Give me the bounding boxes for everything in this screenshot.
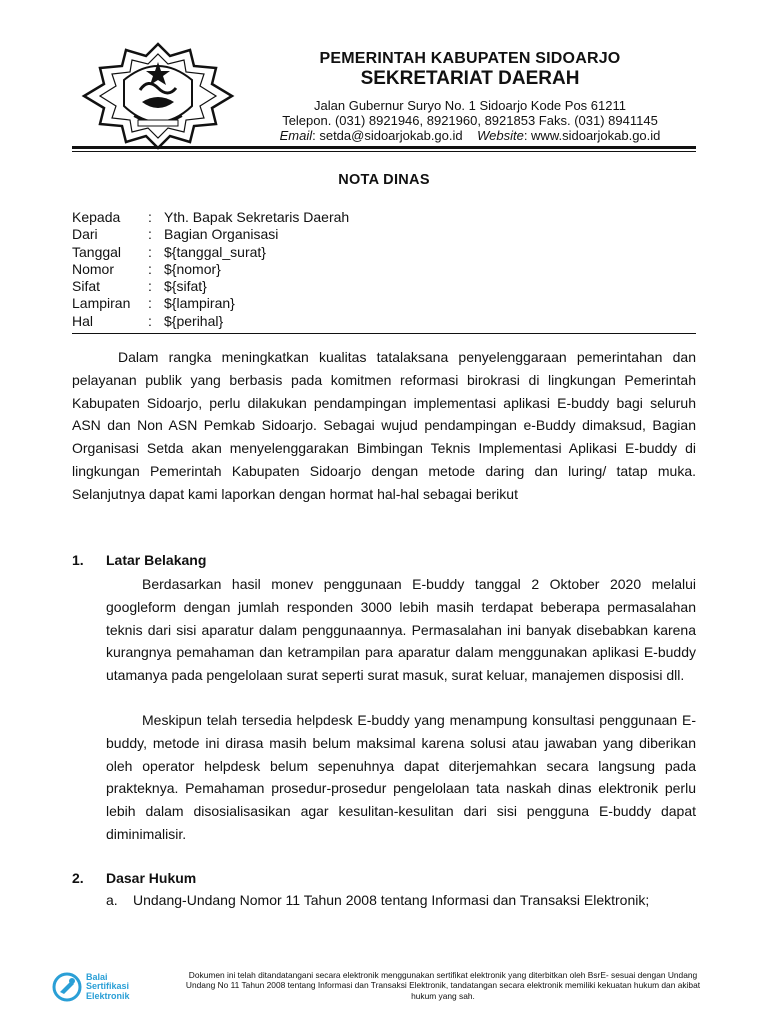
e-signature-note: Dokumen ini telah ditandatangani secara elektronik menggunakan sertifikat elektronik yang diterbitkan oleh BsrE- sesuai dengan Undang Undang No 11 Tahun 2008 tentang Informasi dan Transaksi Elektronik, tandatangan secara elektronik memiliki kekuatan hukum dan akibat hukum yang sah. (185, 970, 701, 1001)
letterhead-address: Jalan Gubernur Suryo No. 1 Sidoarjo Kode Pos 61211 (314, 98, 626, 113)
meta-value: ${sifat} (164, 278, 207, 295)
section-title: Dasar Hukum (106, 870, 197, 886)
background-paragraph: Meskipun telah tersedia helpdesk E-buddy yang menampung konsultasi penggunaan E-buddy, metode ini dirasa masih belum maksimal karena solusi atau jawaban yang diberikan oleh operator helpdesk belum sepenuhnya dapat diterjemahkan secara langsung pada prakteknya. Pemahaman prosedur-prosedur pengelolaan tata naskah dinas elektronik perlu lebih dalam disosialisasikan agar kesulitan-kesulitan dari sisi pengguna E-buddy dapat diminimalisir. (106, 712, 696, 842)
item-letter: a. (106, 892, 118, 908)
letterhead (240, 50, 700, 143)
section-title: Latar Belakang (106, 552, 207, 568)
bsre-logo (52, 972, 130, 1002)
website-label: Website (477, 128, 524, 143)
bsre-seal-icon (52, 972, 82, 1002)
bsre-logo-line: Elektronik (86, 990, 130, 1001)
letterhead-department: SEKRETARIAT DAERAH (360, 68, 580, 89)
intro-paragraph: Dalam rangka meningkatkan kualitas tatalaksana penyelenggaraan pemerintahan dan pelayanan publik yang berbasis pada komitmen reformasi birokrasi di lingkungan Pemerintah Kabupaten Sidoarjo, perlu dilakukan pendampingan implementasi aplikasi E-buddy bagi seluruh ASN dan Non ASN Pemkab Sidoarjo. Sebagai wujud pendampingan e-Buddy dimaksud, Bagian Organisasi Setda akan menyelenggarakan Bimbingan Teknis Implementasi Aplikasi E-buddy di lingkungan Pemerintah Kabupaten Sidoarjo dengan metode daring dan luring/ tatap muka. Selanjutnya dapat kami laporkan dengan hormat hal-hal sebagai berikut (72, 349, 696, 502)
meta-colon: : (148, 278, 152, 295)
letterhead-contact (240, 128, 700, 143)
meta-row (72, 226, 349, 243)
website-value[interactable]: : www.sidoarjokab.go.id (523, 128, 661, 143)
meta-value: ${lampiran} (164, 295, 235, 312)
meta-row (72, 313, 349, 330)
meta-colon: : (148, 243, 152, 260)
meta-colon: : (148, 260, 152, 277)
meta-label: Nomor (72, 260, 115, 277)
meta-divider (72, 333, 696, 334)
meta-row (72, 295, 349, 312)
section-heading (72, 552, 206, 568)
meta-value: Yth. Bapak Sekretaris Daerah (164, 209, 350, 225)
background-paragraph: Berdasarkan hasil monev penggunaan E-buddy tanggal 2 Oktober 2020 melalui googleform dengan jumlah responden 3000 lebih masih terdapat beberapa permasalahan teknis dari sisi aparatur dalam penggunaannya. Permasalahan ini banyak disebabkan karena kurangnya pemahaman dan ketrampilan para aparatur dalam menggunakan aplikasi E-buddy utamanya pada pengelolaan surat seperti surat masuk, surat keluar, manajemen disposisi dll. (106, 576, 696, 684)
document-title: NOTA DINAS (338, 172, 430, 188)
meta-colon: : (148, 226, 152, 243)
meta-label: Lampiran (72, 295, 131, 312)
meta-row (72, 244, 349, 261)
letterhead-rule-thick (72, 146, 696, 149)
letterhead-government: PEMERINTAH KABUPATEN SIDOARJO (319, 50, 621, 67)
item-text: Undang-Undang Nomor 11 Tahun 2008 tentang Informasi dan Transaksi Elektronik; (133, 892, 650, 908)
memo-meta (72, 209, 349, 330)
letterhead-rule-thin (72, 151, 696, 152)
meta-label: Kepada (72, 209, 121, 225)
meta-value: ${tanggal_surat} (164, 243, 266, 260)
meta-colon: : (148, 295, 152, 312)
section-number: 1. (72, 552, 84, 568)
bsre-logo-line: Sertifikasi (86, 981, 130, 992)
meta-colon: : (148, 312, 152, 329)
legal-basis-item (106, 889, 696, 912)
email-label: Email (279, 128, 313, 143)
letterhead-phone: Telepon. (031) 8921946, 8921960, 8921853 Faks. (031) 8941145 (282, 113, 658, 128)
meta-label: Sifat (72, 278, 101, 295)
meta-label: Dari (72, 226, 98, 243)
email-value[interactable]: : setda@sidoarjokab.go.id (312, 128, 463, 143)
meta-value: ${nomor} (164, 260, 221, 277)
section-heading (72, 870, 196, 886)
bsre-logo-text (86, 973, 130, 1002)
meta-label: Tanggal (72, 243, 122, 260)
meta-value: ${perihal} (164, 312, 224, 329)
section-number: 2. (72, 870, 84, 886)
meta-row (72, 278, 349, 295)
sidoarjo-emblem-icon (78, 42, 238, 150)
meta-colon: : (148, 209, 152, 225)
bsre-logo-line: Balai (86, 971, 108, 982)
meta-label: Hal (72, 312, 94, 329)
meta-row (72, 209, 349, 226)
meta-row (72, 261, 349, 278)
meta-value: Bagian Organisasi (164, 226, 279, 243)
